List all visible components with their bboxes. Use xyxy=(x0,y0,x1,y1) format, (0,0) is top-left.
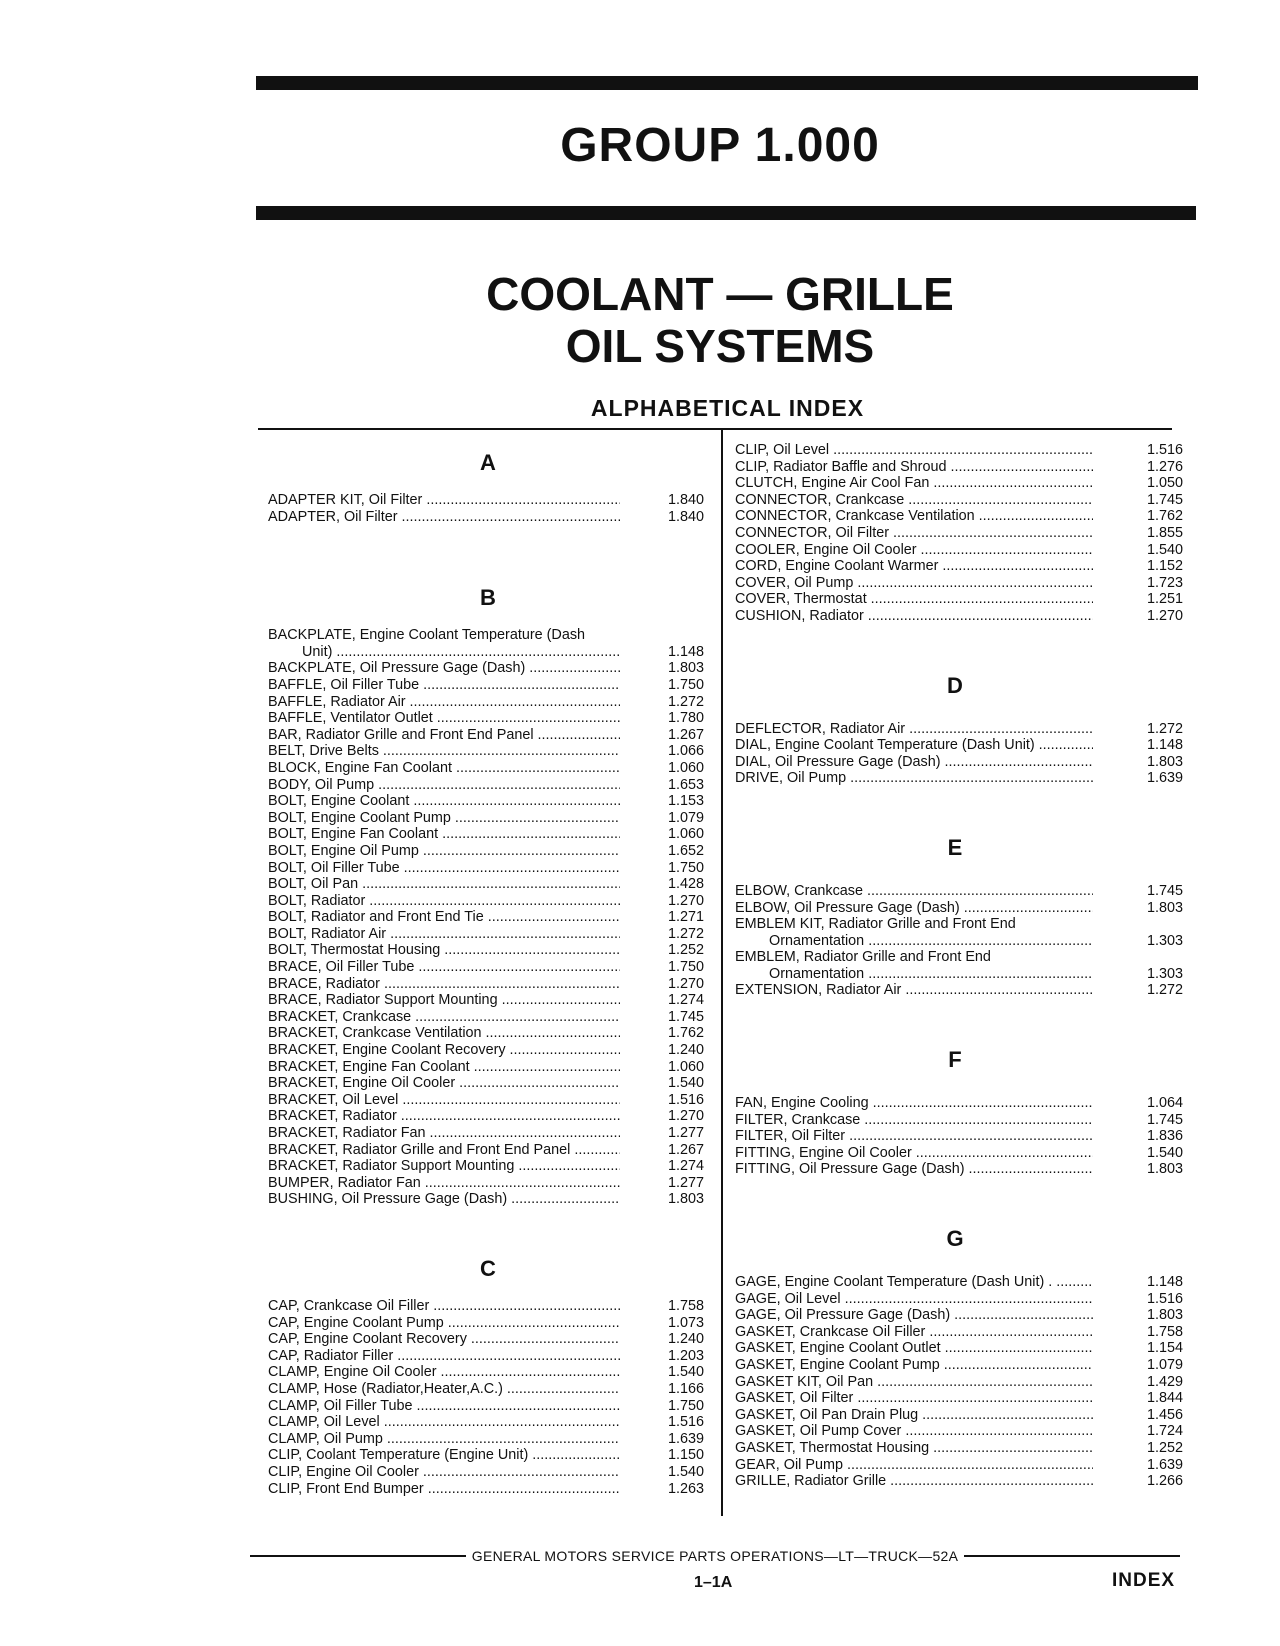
index-entry xyxy=(735,1390,1185,1407)
entry-number: 1.803 xyxy=(1146,1161,1183,1178)
entry-label: BRACKET, Crankcase Ventilation ..... xyxy=(268,1025,620,1042)
entry-number: 1.050 xyxy=(1146,475,1183,492)
index-entry xyxy=(735,1357,1185,1374)
entry-label: BELT, Drive Belts ..... xyxy=(268,743,620,760)
entry-number: 1.064 xyxy=(1146,1095,1183,1112)
entry-number: 1.272 xyxy=(1146,982,1183,999)
entry-number: 1.270 xyxy=(667,975,704,992)
entry-label: COVER, Oil Pump ..... xyxy=(735,575,1093,592)
entry-number: 1.267 xyxy=(667,726,704,743)
entry-number: 1.240 xyxy=(667,1331,704,1348)
entry-number: 1.540 xyxy=(667,1075,704,1092)
index-entry xyxy=(268,1175,708,1192)
entry-label: BODY, Oil Pump ..... xyxy=(268,777,620,794)
entry-label: BRACE, Radiator Support Mounting ..... xyxy=(268,992,620,1009)
entry-label: BRACKET, Radiator Support Mounting ..... xyxy=(268,1158,620,1175)
index-entry xyxy=(268,1381,708,1398)
entry-label: BUMPER, Radiator Fan ..... xyxy=(268,1175,620,1192)
entry-label: BRACE, Radiator ..... xyxy=(268,976,620,993)
entry-label: Ornamentation ..... xyxy=(735,966,1093,983)
index-entry xyxy=(735,966,1185,983)
entry-number: 1.267 xyxy=(667,1141,704,1158)
entry-label: CLAMP, Engine Oil Cooler ..... xyxy=(268,1364,620,1381)
index-entry xyxy=(268,942,708,959)
entry-number: 1.152 xyxy=(1146,558,1183,575)
index-entry xyxy=(268,1042,708,1059)
entry-number: 1.429 xyxy=(1146,1373,1183,1390)
entry-label: CAP, Engine Coolant Recovery ..... xyxy=(268,1331,620,1348)
entry-label: CUSHION, Radiator ..... xyxy=(735,608,1093,625)
entry-number: 1.240 xyxy=(667,1042,704,1059)
index-entry xyxy=(735,1095,1185,1112)
index-entry xyxy=(268,976,708,993)
index-entry xyxy=(735,1440,1185,1457)
footer-text: GENERAL MOTORS SERVICE PARTS OPERATIONS—LT—TRUCK—52A xyxy=(471,1548,959,1564)
entry-label: BLOCK, Engine Fan Coolant ..... xyxy=(268,760,620,777)
entry-number: 1.639 xyxy=(667,1430,704,1447)
entry-number: 1.803 xyxy=(1146,1307,1183,1324)
index-entry xyxy=(268,876,708,893)
index-entry xyxy=(735,1112,1185,1129)
letter-heading-g: G xyxy=(946,1226,964,1252)
entry-number: 1.060 xyxy=(667,759,704,776)
index-entry xyxy=(735,916,1185,933)
index-entry xyxy=(268,1464,708,1481)
entry-number: 1.750 xyxy=(667,676,704,693)
entry-number: 1.745 xyxy=(1146,1111,1183,1128)
index-section-b xyxy=(268,660,708,1208)
header-bar-top xyxy=(256,76,1198,90)
entry-label: BRACKET, Radiator Grille and Front End Panel ..... xyxy=(268,1142,620,1159)
entry-label: BUSHING, Oil Pressure Gage (Dash) ..... xyxy=(268,1191,620,1208)
index-top-rule xyxy=(258,428,1172,430)
entry-number: 1.252 xyxy=(1146,1439,1183,1456)
entry-label: BAFFLE, Radiator Air ..... xyxy=(268,694,620,711)
entry-label: GAGE, Oil Pressure Gage (Dash) ..... xyxy=(735,1307,1093,1324)
index-entry xyxy=(735,1161,1185,1178)
index-entry xyxy=(268,893,708,910)
index-entry xyxy=(268,992,708,1009)
entry-number: 1.745 xyxy=(667,1008,704,1025)
entry-number: 1.203 xyxy=(667,1347,704,1364)
entry-number: 1.270 xyxy=(1146,607,1183,624)
index-entry xyxy=(735,1457,1185,1474)
entry-label: CAP, Crankcase Oil Filler ..... xyxy=(268,1298,620,1315)
entry-number: 1.803 xyxy=(667,660,704,677)
index-entry xyxy=(268,1075,708,1092)
letter-heading-d: D xyxy=(947,672,963,698)
index-entry xyxy=(735,1307,1185,1324)
entry-number: 1.803 xyxy=(667,1191,704,1208)
index-entry xyxy=(735,1340,1185,1357)
entry-label: GASKET, Engine Coolant Outlet ..... xyxy=(735,1340,1093,1357)
entry-number: 1.272 xyxy=(667,693,704,710)
index-entry xyxy=(268,1481,708,1498)
entry-number: 1.060 xyxy=(667,826,704,843)
entry-label: GRILLE, Radiator Grille ..... xyxy=(735,1473,1093,1490)
entry-label: BOLT, Engine Oil Pump ..... xyxy=(268,843,620,860)
entry-label: DEFLECTOR, Radiator Air ..... xyxy=(735,721,1093,738)
entry-label: BOLT, Radiator ..... xyxy=(268,893,620,910)
index-entry xyxy=(268,710,708,727)
entry-label: FAN, Engine Cooling ..... xyxy=(735,1095,1093,1112)
entry-number: 1.836 xyxy=(1146,1128,1183,1145)
entry-label: CLAMP, Hose (Radiator,Heater,A.C.) ..... xyxy=(268,1381,620,1398)
entry-label: GASKET, Crankcase Oil Filler ..... xyxy=(735,1324,1093,1341)
entry-number: 1.303 xyxy=(1146,932,1183,949)
entry-number: 1.750 xyxy=(667,859,704,876)
index-entry xyxy=(268,677,708,694)
index-entry xyxy=(268,1364,708,1381)
entry-number: 1.153 xyxy=(667,793,704,810)
entry-number: 1.758 xyxy=(667,1297,704,1314)
entry-label: CONNECTOR, Oil Filter ..... xyxy=(735,525,1093,542)
entry-label: BRACE, Oil Filler Tube ..... xyxy=(268,959,620,976)
entry-number: 1.150 xyxy=(667,1447,704,1464)
entry-number: 1.073 xyxy=(667,1314,704,1331)
index-entry xyxy=(268,694,708,711)
index-entry xyxy=(268,810,708,827)
entry-number: 1.762 xyxy=(667,1025,704,1042)
letter-heading-c: C xyxy=(480,1255,496,1281)
entry-number: 1.840 xyxy=(667,492,704,508)
entry-number: 1.639 xyxy=(1146,770,1183,787)
index-entry xyxy=(268,660,708,677)
entry-label: COOLER, Engine Oil Cooler ..... xyxy=(735,542,1093,559)
index-entry xyxy=(735,492,1185,509)
entry-label: GASKET, Thermostat Housing ..... xyxy=(735,1440,1093,1457)
index-entry xyxy=(268,644,708,661)
entry-number: 1.079 xyxy=(1146,1357,1183,1373)
entry-label: BOLT, Oil Filler Tube ..... xyxy=(268,860,620,877)
entry-label: CAP, Engine Coolant Pump ..... xyxy=(268,1315,620,1332)
index-entry xyxy=(735,737,1185,754)
entry-number: 1.516 xyxy=(667,1091,704,1108)
index-entry xyxy=(735,1274,1185,1291)
index-entry xyxy=(735,542,1185,559)
index-entry xyxy=(268,1191,708,1208)
entry-number: 1.428 xyxy=(667,876,704,893)
entry-label: BOLT, Radiator Air ..... xyxy=(268,926,620,943)
entry-label: EMBLEM, Radiator Grille and Front End xyxy=(735,949,991,966)
entry-label: BRACKET, Radiator ..... xyxy=(268,1108,620,1125)
entry-number: 1.780 xyxy=(667,710,704,727)
index-entry xyxy=(268,1059,708,1076)
index-entry xyxy=(735,1374,1185,1391)
index-entry xyxy=(268,959,708,976)
entry-number: 1.303 xyxy=(1146,965,1183,982)
index-entry xyxy=(268,1315,708,1332)
entry-label: GASKET, Engine Coolant Pump ..... xyxy=(735,1357,1093,1374)
entry-label: CLUTCH, Engine Air Cool Fan ..... xyxy=(735,475,1093,492)
entry-label: GEAR, Oil Pump ..... xyxy=(735,1457,1093,1474)
entry-label: CLIP, Front End Bumper ..... xyxy=(268,1481,620,1498)
index-entry xyxy=(268,1142,708,1159)
entry-number: 1.723 xyxy=(1146,574,1183,591)
entry-number: 1.762 xyxy=(1146,508,1183,525)
entry-number: 1.270 xyxy=(667,892,704,909)
entry-label: FITTING, Engine Oil Cooler ..... xyxy=(735,1145,1093,1162)
entry-number: 1.750 xyxy=(667,959,704,976)
index-entry xyxy=(268,777,708,794)
entry-label: CLAMP, Oil Pump ..... xyxy=(268,1431,620,1448)
entry-number: 1.277 xyxy=(667,1174,704,1191)
entry-number: 1.277 xyxy=(667,1125,704,1141)
entry-number: 1.516 xyxy=(1146,1290,1183,1307)
entry-number: 1.272 xyxy=(1146,720,1183,737)
index-section-f xyxy=(735,1095,1185,1178)
index-section-e xyxy=(735,883,1185,916)
entry-number: 1.148 xyxy=(1146,1274,1183,1291)
entry-number: 1.251 xyxy=(1146,591,1183,608)
entry-number: 1.516 xyxy=(667,1414,704,1431)
entry-number: 1.844 xyxy=(1146,1390,1183,1407)
index-entry xyxy=(735,770,1185,787)
entry-number: 1.540 xyxy=(667,1463,704,1480)
index-entry xyxy=(268,1125,708,1142)
entry-label: COVER, Thermostat ..... xyxy=(735,591,1093,608)
index-entry xyxy=(735,1423,1185,1440)
index-section-c-continued xyxy=(735,442,1185,625)
entry-label: CLIP, Engine Oil Cooler ..... xyxy=(268,1464,620,1481)
entry-label: BACKPLATE, Engine Coolant Temperature (Dash xyxy=(268,627,586,644)
entry-label: BOLT, Engine Fan Coolant ..... xyxy=(268,826,620,843)
column-divider xyxy=(721,430,723,1516)
letter-heading-f: F xyxy=(948,1047,962,1073)
index-entry xyxy=(268,793,708,810)
entry-label: CLIP, Coolant Temperature (Engine Unit) ..... xyxy=(268,1447,620,1464)
entry-number: 1.652 xyxy=(667,842,704,859)
index-entry xyxy=(268,826,708,843)
index-entry xyxy=(735,1291,1185,1308)
index-entry xyxy=(735,591,1185,608)
footer-rule-left xyxy=(250,1555,466,1557)
entry-label: BRACKET, Radiator Fan ..... xyxy=(268,1125,620,1142)
entry-label: BRACKET, Crankcase ..... xyxy=(268,1009,620,1026)
entry-label: ELBOW, Crankcase ..... xyxy=(735,883,1093,900)
header-bar-bottom xyxy=(256,206,1196,220)
entry-label: BOLT, Oil Pan ..... xyxy=(268,876,620,893)
entry-label: CLIP, Oil Level ..... xyxy=(735,442,1093,459)
index-entry xyxy=(268,1298,708,1315)
entry-number: 1.653 xyxy=(667,776,704,793)
index-entry xyxy=(735,459,1185,476)
entry-label: CORD, Engine Coolant Warmer ..... xyxy=(735,558,1093,575)
entry-number: 1.274 xyxy=(667,1158,704,1175)
index-entry xyxy=(735,721,1185,738)
entry-label: DRIVE, Oil Pump ..... xyxy=(735,770,1093,787)
entry-label: ADAPTER KIT, Oil Filter ..... xyxy=(268,492,620,509)
index-entry xyxy=(268,1398,708,1415)
entry-label: BRACKET, Oil Level ..... xyxy=(268,1092,620,1109)
index-entry xyxy=(735,475,1185,492)
index-entry xyxy=(268,860,708,877)
entry-number: 1.840 xyxy=(667,508,704,525)
entry-label: DIAL, Engine Coolant Temperature (Dash Unit) ..... xyxy=(735,737,1093,754)
index-entry xyxy=(735,933,1185,950)
index-entry xyxy=(735,525,1185,542)
footer xyxy=(250,1546,1180,1566)
entry-number: 1.724 xyxy=(1146,1423,1183,1440)
index-column-left xyxy=(268,442,708,1497)
index-entry xyxy=(268,760,708,777)
entry-label: BOLT, Engine Coolant Pump ..... xyxy=(268,810,620,827)
entry-number: 1.855 xyxy=(1146,524,1183,541)
index-entry xyxy=(268,509,708,526)
index-entry xyxy=(735,900,1185,917)
index-entry xyxy=(735,1145,1185,1162)
entry-label: GAGE, Oil Level ..... xyxy=(735,1291,1093,1308)
index-entry xyxy=(268,1158,708,1175)
entry-label: FILTER, Oil Filter ..... xyxy=(735,1128,1093,1145)
entry-label: BOLT, Radiator and Front End Tie ..... xyxy=(268,909,620,926)
index-entry xyxy=(735,608,1185,625)
index-entry xyxy=(735,558,1185,575)
entry-number: 1.060 xyxy=(667,1058,704,1075)
index-entry xyxy=(735,1473,1185,1490)
page-number: 1–1A xyxy=(694,1574,733,1591)
entry-label: CLIP, Radiator Baffle and Shroud ..... xyxy=(735,459,1093,476)
index-entry xyxy=(268,1025,708,1042)
index-entry xyxy=(268,843,708,860)
entry-number: 1.270 xyxy=(667,1108,704,1125)
index-entry xyxy=(735,1407,1185,1424)
entry-number: 1.456 xyxy=(1146,1406,1183,1423)
footer-rule-right xyxy=(964,1555,1180,1557)
index-entry xyxy=(268,1447,708,1464)
index-entry xyxy=(735,982,1185,999)
entry-number: 1.540 xyxy=(1146,1144,1183,1161)
index-entry xyxy=(268,1431,708,1448)
index-entry xyxy=(735,442,1185,459)
entry-label: BOLT, Engine Coolant ..... xyxy=(268,793,620,810)
entry-number: 1.540 xyxy=(667,1364,704,1381)
entry-number: 1.271 xyxy=(667,909,704,926)
entry-number: 1.272 xyxy=(667,925,704,942)
entry-label: GASKET KIT, Oil Pan ..... xyxy=(735,1374,1093,1391)
entry-label: ADAPTER, Oil Filter ..... xyxy=(268,509,620,526)
entry-label: ELBOW, Oil Pressure Gage (Dash) ..... xyxy=(735,900,1093,917)
entry-number: 1.266 xyxy=(1146,1473,1183,1490)
entry-label: EMBLEM KIT, Radiator Grille and Front End xyxy=(735,916,1016,933)
entry-label: GAGE, Engine Coolant Temperature (Dash Unit) . ..... xyxy=(735,1274,1093,1291)
entry-label: EXTENSION, Radiator Air ..... xyxy=(735,982,1093,999)
index-entry xyxy=(268,1414,708,1431)
entry-number: 1.745 xyxy=(1146,882,1183,899)
index-column-right xyxy=(735,442,1185,1490)
entry-number: 1.803 xyxy=(1146,753,1183,770)
index-entry xyxy=(735,883,1185,900)
entry-label: BOLT, Thermostat Housing ..... xyxy=(268,942,620,959)
entry-label: CAP, Radiator Filler ..... xyxy=(268,1348,620,1365)
entry-number: 1.745 xyxy=(1146,491,1183,508)
entry-label: CONNECTOR, Crankcase ..... xyxy=(735,492,1093,509)
index-entry xyxy=(735,508,1185,525)
index-entry xyxy=(268,1348,708,1365)
index-entry xyxy=(268,1009,708,1026)
index-entry xyxy=(735,949,1185,966)
letter-heading-b: B xyxy=(480,585,496,611)
entry-number: 1.066 xyxy=(667,743,704,760)
index-entry xyxy=(268,1331,708,1348)
entry-number: 1.079 xyxy=(667,809,704,826)
entry-number: 1.154 xyxy=(1146,1340,1183,1357)
entry-label: GASKET, Oil Filter ..... xyxy=(735,1390,1093,1407)
index-entry xyxy=(268,926,708,943)
entry-number: 1.758 xyxy=(1146,1323,1183,1340)
index-entry xyxy=(268,909,708,926)
section-title-line2: OIL SYSTEMS xyxy=(565,320,875,372)
entry-label: DIAL, Oil Pressure Gage (Dash) ..... xyxy=(735,754,1093,771)
entry-number: 1.516 xyxy=(1146,442,1183,458)
entry-label: GASKET, Oil Pan Drain Plug ..... xyxy=(735,1407,1093,1424)
letter-heading-e: E xyxy=(947,834,963,860)
section-title-line1: COOLANT — GRILLE xyxy=(486,268,954,320)
entry-label: CONNECTOR, Crankcase Ventilation ..... xyxy=(735,508,1093,525)
entry-label: BAFFLE, Ventilator Outlet ..... xyxy=(268,710,620,727)
index-section-c xyxy=(268,1298,708,1497)
entry-number: 1.263 xyxy=(667,1480,704,1497)
entry-label: BRACKET, Engine Oil Cooler ..... xyxy=(268,1075,620,1092)
entry-number: 1.639 xyxy=(1146,1456,1183,1473)
index-entry xyxy=(735,1128,1185,1145)
section-title xyxy=(0,268,1280,372)
index-entry xyxy=(735,754,1185,771)
entry-label: FILTER, Crankcase ..... xyxy=(735,1112,1093,1129)
index-entry xyxy=(735,1324,1185,1341)
group-title: GROUP 1.000 xyxy=(560,119,880,172)
entry-label: Ornamentation ..... xyxy=(735,933,1093,950)
entry-number: 1.148 xyxy=(1146,737,1183,754)
entry-number: 1.750 xyxy=(667,1397,704,1414)
entry-number: 1.274 xyxy=(667,992,704,1009)
entry-number: 1.148 xyxy=(667,643,704,660)
index-entry xyxy=(735,575,1185,592)
index-section-g xyxy=(735,1274,1185,1490)
entry-number: 1.166 xyxy=(667,1380,704,1397)
index-entry xyxy=(268,727,708,744)
section-label: INDEX xyxy=(1112,1570,1176,1591)
index-entry xyxy=(268,743,708,760)
entry-number: 1.276 xyxy=(1146,458,1183,475)
index-section-d xyxy=(735,721,1185,787)
entry-label: BAR, Radiator Grille and Front End Panel ..... xyxy=(268,727,620,744)
entry-label: CLAMP, Oil Level ..... xyxy=(268,1414,620,1431)
entry-label: BRACKET, Engine Fan Coolant ..... xyxy=(268,1059,620,1076)
letter-heading-a: A xyxy=(480,450,496,475)
entry-label: BRACKET, Engine Coolant Recovery ..... xyxy=(268,1042,620,1059)
entry-number: 1.540 xyxy=(1146,541,1183,558)
entry-label: BAFFLE, Oil Filler Tube ..... xyxy=(268,677,620,694)
entry-number: 1.252 xyxy=(667,942,704,959)
index-entry xyxy=(268,1108,708,1125)
index-subtitle: ALPHABETICAL INDEX xyxy=(590,395,865,421)
index-section-a xyxy=(268,492,708,525)
index-entry xyxy=(268,627,708,644)
entry-label: Unit) ..... xyxy=(268,644,620,661)
entry-label: FITTING, Oil Pressure Gage (Dash) ..... xyxy=(735,1161,1093,1178)
entry-label: BACKPLATE, Oil Pressure Gage (Dash) ..... xyxy=(268,660,620,677)
index-entry xyxy=(268,492,708,509)
entry-label: GASKET, Oil Pump Cover ..... xyxy=(735,1423,1093,1440)
index-entry xyxy=(268,1092,708,1109)
entry-number: 1.803 xyxy=(1146,899,1183,916)
entry-label: CLAMP, Oil Filler Tube ..... xyxy=(268,1398,620,1415)
